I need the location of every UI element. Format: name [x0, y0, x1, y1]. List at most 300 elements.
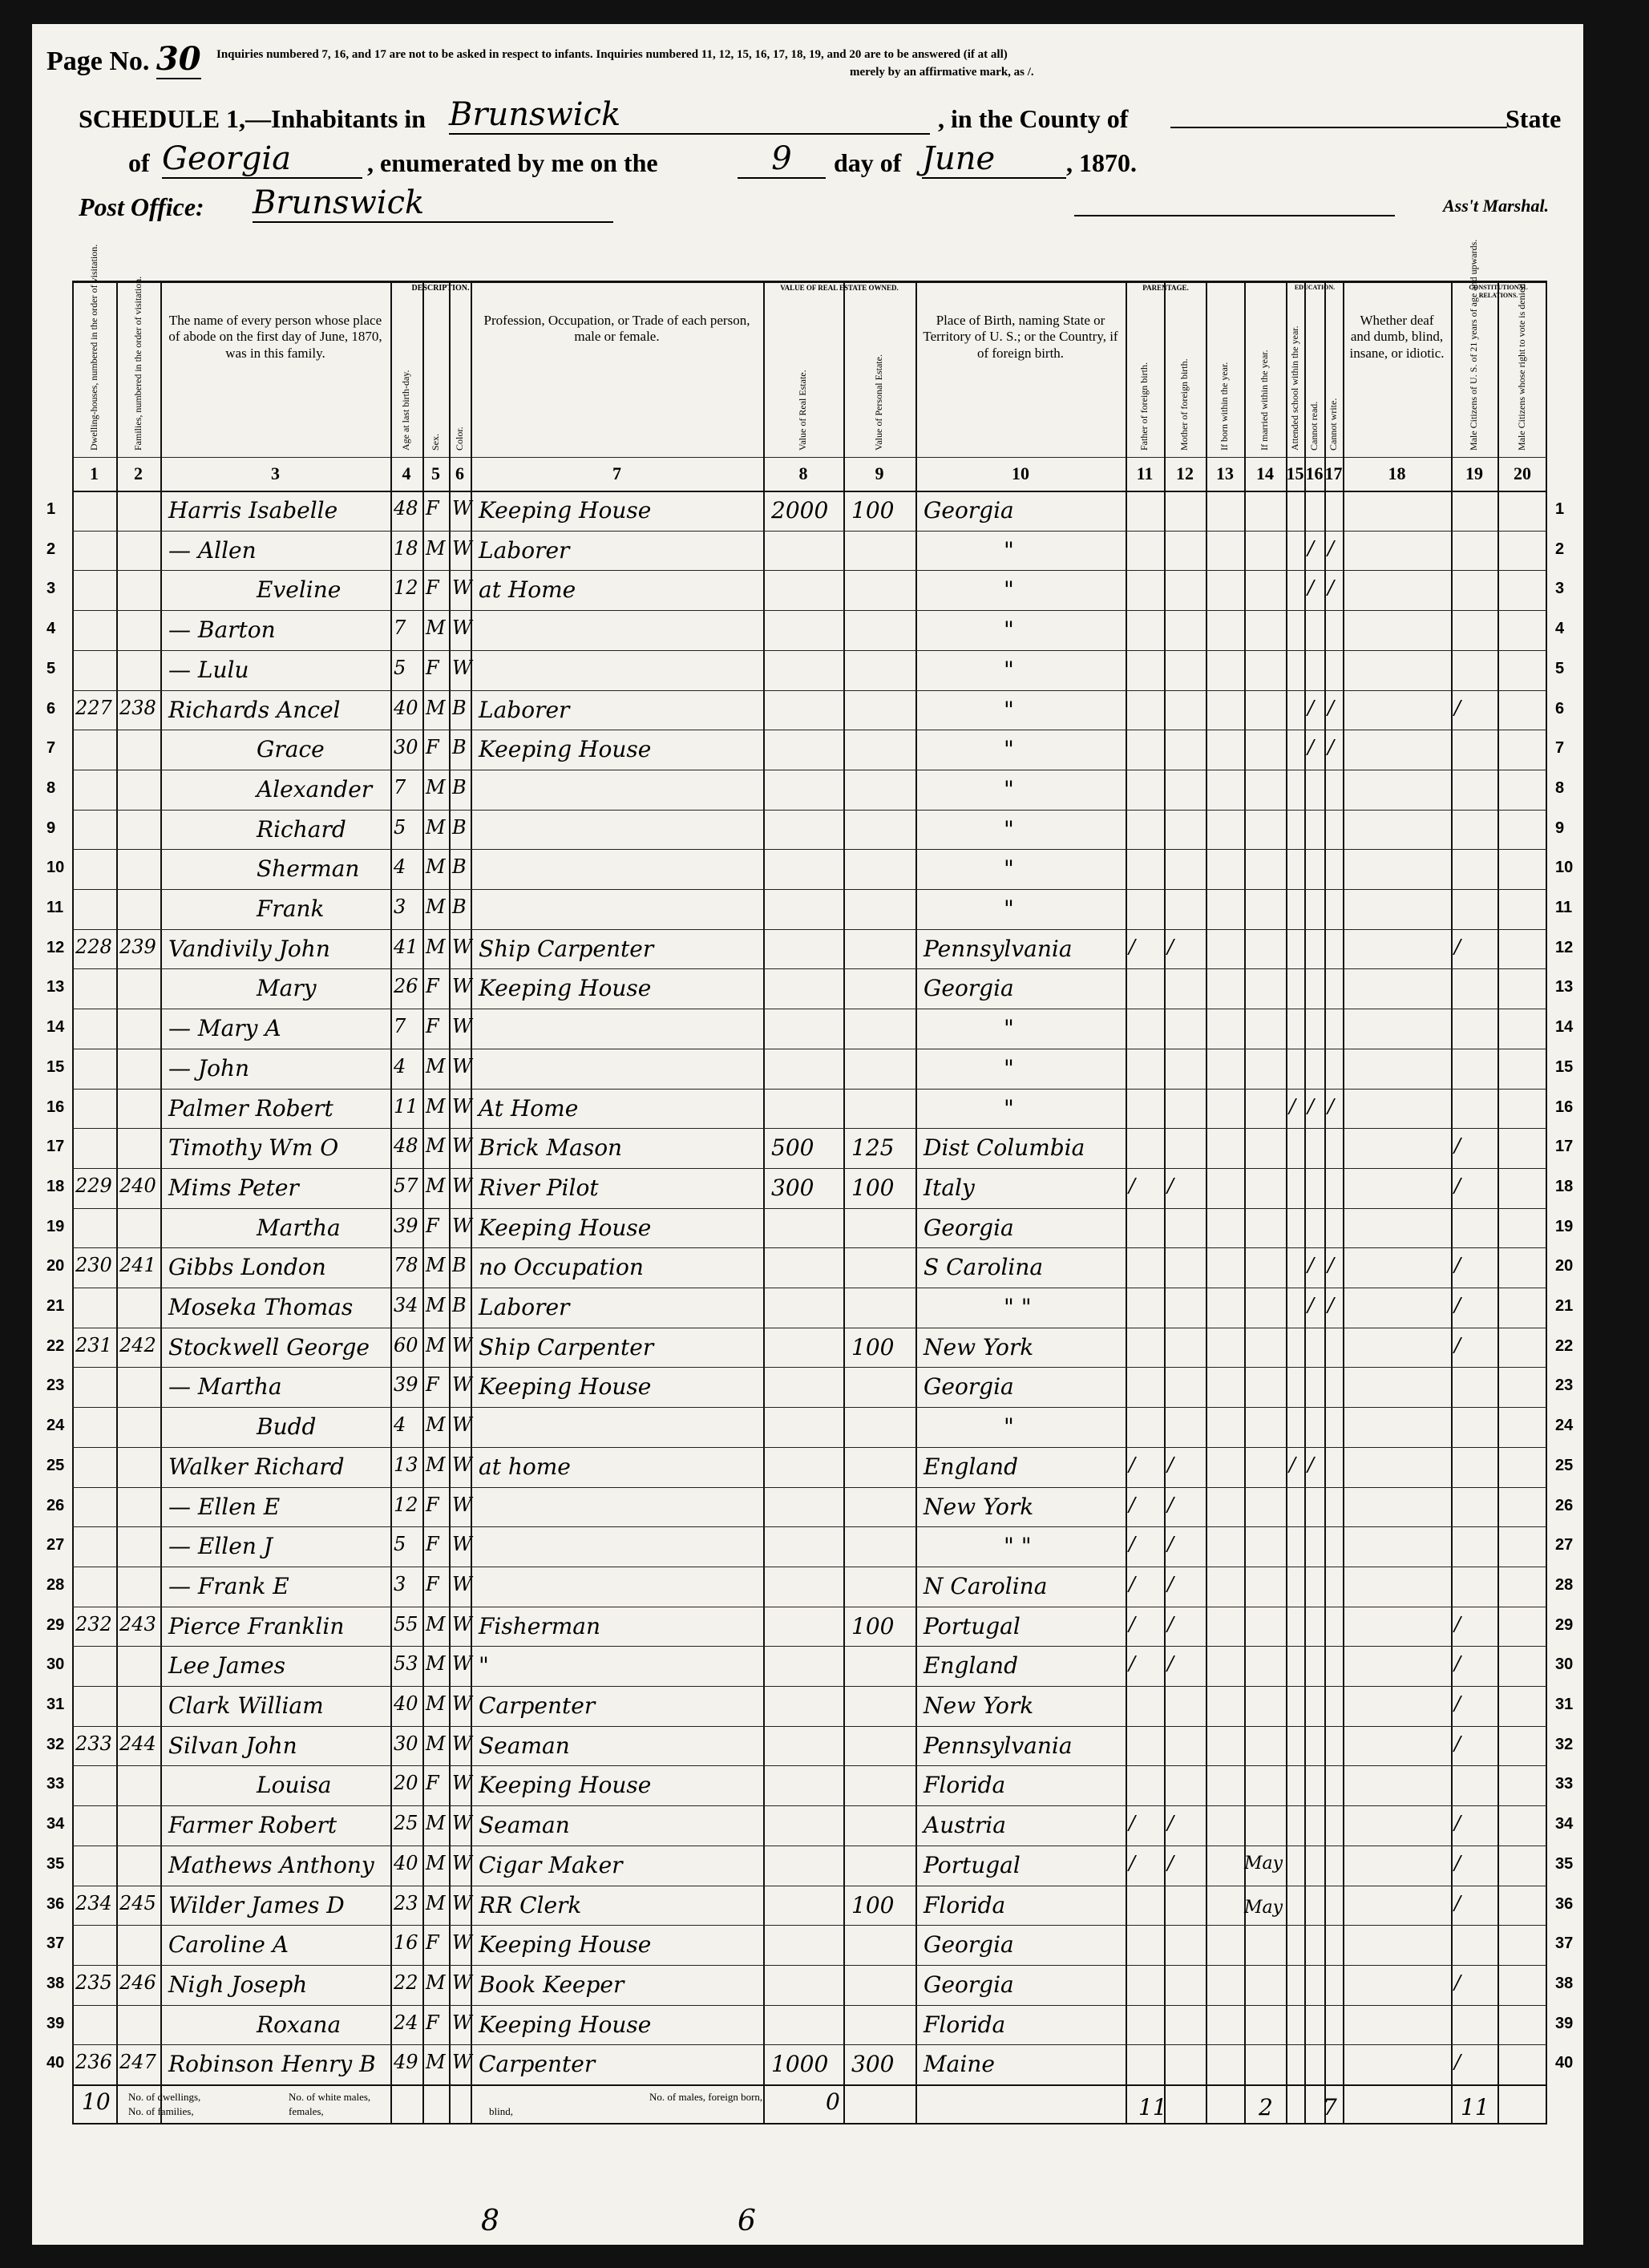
cell-age: 48 — [394, 1134, 418, 1158]
cell-name: — Ellen J — [168, 1533, 273, 1560]
cell-name: Wilder James D — [168, 1891, 345, 1918]
cell-color: W — [452, 1851, 472, 1874]
cell-name: Eveline — [257, 576, 342, 604]
row-number-left: 23 — [46, 1377, 65, 1395]
cell-age: 7 — [394, 617, 406, 640]
row-number-left: 16 — [46, 1098, 65, 1116]
cell-occ: River Pilot — [479, 1174, 599, 1201]
cell-birth: " — [1004, 855, 1014, 883]
cell-sex: F — [426, 497, 439, 519]
cell-dw: 227 — [75, 696, 112, 719]
cell-color: B — [452, 815, 467, 839]
row-number-left: 20 — [46, 1257, 65, 1275]
row-number-left: 27 — [46, 1536, 65, 1554]
cell-color: W — [452, 1054, 472, 1077]
footer-line-4: females, — [289, 2105, 324, 2117]
cell-birth: Italy — [924, 1174, 975, 1201]
row-number-left: 11 — [46, 899, 64, 916]
cell-dw: 231 — [75, 1333, 112, 1356]
cell-birth: Florida — [924, 2011, 1006, 2038]
row-number-right: 19 — [1555, 1217, 1574, 1235]
column-8 — [763, 281, 843, 2124]
cell-color: W — [452, 1373, 472, 1397]
cell-birth: New York — [924, 1333, 1034, 1360]
cell-birth: Georgia — [924, 1373, 1014, 1401]
cell-fam: 242 — [119, 1333, 156, 1356]
cell-occ: Keeping House — [479, 736, 652, 763]
cell-c11: / — [1129, 1572, 1136, 1595]
cell-color: W — [452, 1214, 472, 1237]
row-number-right: 25 — [1555, 1456, 1574, 1474]
cell-name: Martha — [257, 1214, 341, 1241]
row-number-left: 18 — [46, 1177, 65, 1195]
cell-c11: / — [1129, 1652, 1136, 1676]
cell-fam: 238 — [119, 696, 156, 719]
cell-color: B — [452, 696, 467, 719]
column-number-1: 1 — [90, 463, 99, 483]
column-number-15: 15 — [1286, 463, 1304, 483]
column-header-3: The name of every person whose place of abode on the first day of June, 1870, was in this family. — [168, 313, 382, 361]
cell-sex: F — [426, 1214, 439, 1237]
cell-fam: 241 — [119, 1254, 156, 1277]
cell-pers: 100 — [851, 1333, 895, 1360]
cell-dw: 233 — [75, 1732, 112, 1755]
row-number-right: 35 — [1555, 1854, 1574, 1873]
cell-fam: 239 — [119, 935, 156, 958]
row-number-left: 9 — [46, 819, 56, 837]
cell-color: W — [452, 1971, 472, 1994]
row-number-right: 38 — [1555, 1974, 1574, 1992]
cell-c17: / — [1328, 1254, 1335, 1277]
cell-birth: Georgia — [924, 975, 1014, 1002]
cell-color: W — [452, 1174, 472, 1197]
cell-birth: England — [924, 1652, 1019, 1680]
row-number-right: 26 — [1555, 1496, 1574, 1514]
cell-sex: M — [426, 1851, 446, 1874]
column-header-4: Age at last birth-day. — [400, 370, 411, 451]
cell-age: 25 — [394, 1812, 418, 1835]
cell-dw: 228 — [75, 935, 112, 958]
cell-color: W — [452, 2011, 472, 2034]
column-number-17: 17 — [1324, 463, 1343, 483]
column-header-12: Mother of foreign birth. — [1178, 358, 1190, 451]
column-header-7: Profession, Occupation, or Trade of each person, male or female. — [483, 313, 750, 345]
cell-occ: Ship Carpenter — [479, 935, 654, 962]
row-number-left: 12 — [46, 938, 65, 956]
cell-name: Harris Isabelle — [168, 497, 338, 524]
cell-birth: " — [1004, 1094, 1014, 1122]
cell-birth: Portugal — [924, 1851, 1021, 1878]
row-number-left: 35 — [46, 1854, 65, 1873]
row-number-left: 32 — [46, 1735, 65, 1753]
row-number-left: 19 — [46, 1217, 65, 1235]
enum-day: 9 — [738, 140, 826, 179]
cell-c19: / — [1454, 1174, 1461, 1197]
row-number-right: 14 — [1555, 1018, 1574, 1037]
cell-occ: at Home — [479, 576, 576, 604]
cell-sex: M — [426, 1453, 446, 1476]
cell-color: W — [452, 497, 472, 519]
column-header-16: Cannot read. — [1307, 401, 1320, 451]
column-header-19: Male Citizens of U. S. of 21 years of age and upwards. — [1468, 239, 1479, 451]
cell-name: Lee James — [168, 1652, 286, 1680]
cell-age: 13 — [394, 1453, 418, 1476]
cell-occ: Keeping House — [479, 1214, 652, 1241]
column-14 — [1244, 281, 1286, 2124]
column-1 — [72, 244, 116, 2124]
cell-age: 3 — [394, 895, 406, 918]
cell-birth: " — [1004, 656, 1014, 683]
cell-name: — Ellen E — [168, 1493, 281, 1520]
column-header-10: Place of Birth, naming State or Territory of U. S.; or the Country, if of foreign birth. — [923, 313, 1118, 361]
cell-sex: M — [426, 1254, 446, 1277]
column-number-3: 3 — [271, 463, 280, 483]
row-number-left: 25 — [46, 1456, 65, 1474]
column-header-14: If married within the year. — [1259, 350, 1270, 451]
cell-birth: " — [1004, 1054, 1014, 1081]
cell-age: 12 — [394, 576, 418, 600]
row-number-left: 22 — [46, 1336, 65, 1355]
cell-color: W — [452, 1812, 472, 1835]
column-number-9: 9 — [875, 463, 884, 483]
column-header-9: Value of Personal Estate. — [873, 354, 884, 451]
row-number-left: 10 — [46, 859, 65, 877]
cell-sex: M — [426, 895, 446, 918]
cell-dw: 232 — [75, 1612, 112, 1635]
cell-birth: New York — [924, 1692, 1034, 1719]
row-number-right: 34 — [1555, 1815, 1574, 1833]
enum-month: June — [922, 140, 1066, 179]
column-header-8: Value of Real Estate. — [797, 370, 808, 451]
cell-age: 49 — [394, 2051, 418, 2074]
row-number-right: 22 — [1555, 1336, 1574, 1355]
cell-occ: Laborer — [479, 536, 570, 564]
cell-name: — Allen — [168, 536, 257, 564]
column-number-19: 19 — [1465, 463, 1483, 483]
cell-sex: M — [426, 1652, 446, 1676]
cell-sex: M — [426, 1612, 446, 1635]
column-2 — [116, 276, 160, 2124]
cell-name: — Mary A — [168, 1015, 281, 1042]
cell-age: 12 — [394, 1493, 418, 1516]
cell-color: W — [452, 1572, 472, 1595]
cell-sex: M — [426, 1054, 446, 1077]
row-number-right: 6 — [1555, 699, 1565, 718]
cell-color: W — [452, 617, 472, 640]
cell-color: W — [452, 1333, 472, 1356]
cell-birth: Pennsylvania — [924, 1732, 1073, 1759]
column-header-11: Father of foreign birth. — [1138, 362, 1150, 451]
cell-pers: 100 — [851, 1891, 895, 1918]
cell-birth: S Carolina — [924, 1254, 1044, 1281]
cell-occ: no Occupation — [479, 1254, 644, 1281]
row-number-left: 30 — [46, 1656, 65, 1674]
cell-name: — Lulu — [168, 656, 249, 683]
column-header-1: Dwelling-houses, numbered in the order of visitation. — [87, 244, 99, 451]
cell-c16: / — [1307, 1254, 1315, 1277]
row-number-right: 15 — [1555, 1057, 1574, 1076]
cell-c12: / — [1167, 1572, 1174, 1595]
cell-age: 40 — [394, 1851, 418, 1874]
cell-age: 7 — [394, 775, 406, 798]
cell-name: Palmer Robert — [168, 1094, 333, 1122]
cell-birth: New York — [924, 1493, 1034, 1520]
cell-color: B — [452, 895, 467, 918]
cell-birth: Georgia — [924, 1931, 1014, 1959]
row-number-right: 17 — [1555, 1138, 1574, 1156]
cell-color: W — [452, 1891, 472, 1914]
cell-age: 55 — [394, 1612, 418, 1635]
cell-occ: Carpenter — [479, 2051, 596, 2078]
cell-occ: " — [479, 1652, 489, 1680]
cell-c16: / — [1307, 576, 1315, 600]
cell-color: W — [452, 1413, 472, 1437]
cell-name: Mims Peter — [168, 1174, 299, 1201]
cell-fam: 240 — [119, 1174, 156, 1197]
cell-c17: / — [1328, 736, 1335, 759]
cell-occ: Keeping House — [479, 1373, 652, 1401]
cell-c12: / — [1167, 1851, 1174, 1874]
cell-sex: M — [426, 1413, 446, 1437]
cell-sex: M — [426, 855, 446, 879]
cell-name: Richard — [257, 815, 346, 843]
column-number-13: 13 — [1216, 463, 1234, 483]
group-parentage: PARENTAGE. — [1142, 284, 1189, 292]
cell-c12: / — [1167, 1812, 1174, 1835]
cell-c15: / — [1289, 1094, 1296, 1118]
cell-name: Grace — [257, 736, 325, 763]
cell-age: 48 — [394, 497, 418, 519]
cell-name: Farmer Robert — [168, 1812, 337, 1839]
cell-age: 11 — [394, 1094, 418, 1118]
cell-sex: M — [426, 2051, 446, 2074]
state-label: State — [1506, 104, 1562, 133]
of-label: of — [128, 148, 150, 177]
group-education: EDUCATION. — [1294, 284, 1336, 291]
cell-sex: F — [426, 1572, 439, 1595]
cell-birth: Dist Columbia — [924, 1134, 1085, 1162]
column-number-18: 18 — [1388, 463, 1406, 483]
cell-birth: " — [1004, 576, 1014, 604]
row-number-right: 16 — [1555, 1098, 1574, 1116]
cell-c16: / — [1307, 736, 1315, 759]
cell-name: Richards Ancel — [168, 696, 341, 723]
row-number-left: 37 — [46, 1934, 65, 1953]
row-number-right: 8 — [1555, 778, 1565, 797]
cell-age: 53 — [394, 1652, 418, 1676]
cell-pers: 100 — [851, 1612, 895, 1639]
cell-c16: / — [1307, 696, 1315, 719]
cell-c19: / — [1454, 1294, 1461, 1316]
row-number-left: 28 — [46, 1575, 65, 1594]
row-number-left: 39 — [46, 2014, 65, 2032]
cell-c17: / — [1328, 1294, 1335, 1316]
cell-birth: N Carolina — [924, 1572, 1048, 1599]
cell-age: 4 — [394, 1054, 406, 1077]
cell-occ: Laborer — [479, 1294, 570, 1320]
cell-sex: M — [426, 815, 446, 839]
page-number: 30 — [156, 40, 201, 78]
row-number-left: 15 — [46, 1057, 65, 1076]
cell-occ: Keeping House — [479, 497, 652, 524]
footer-dwellings: 10 — [82, 2088, 111, 2115]
cell-name: Clark William — [168, 1692, 324, 1719]
cell-birth: " — [1004, 775, 1014, 802]
cell-age: 34 — [394, 1294, 418, 1316]
column-number-14: 14 — [1256, 463, 1274, 483]
column-number-8: 8 — [798, 463, 808, 483]
cell-birth: " — [1004, 1015, 1014, 1042]
cell-occ: Laborer — [479, 696, 570, 723]
schedule-label: SCHEDULE 1,—Inhabitants in — [79, 104, 426, 133]
footer-tally-14: 2 — [1259, 2094, 1273, 2120]
cell-name: Vandivily John — [168, 935, 330, 962]
cell-c19: / — [1454, 1812, 1461, 1835]
row-number-left: 29 — [46, 1615, 65, 1634]
row-number-right: 7 — [1555, 739, 1565, 758]
married-mark-37: May — [1244, 1898, 1283, 1918]
county-label: , in the County of — [938, 104, 1129, 133]
cell-age: 30 — [394, 1732, 418, 1755]
cell-age: 78 — [394, 1254, 418, 1277]
row-number-left: 31 — [46, 1696, 65, 1713]
cell-c12: / — [1167, 1493, 1174, 1516]
column-9 — [843, 281, 915, 2124]
cell-age: 30 — [394, 736, 418, 759]
cell-birth: " — [1004, 696, 1014, 723]
row-number-right: 37 — [1555, 1934, 1574, 1953]
cell-color: W — [452, 656, 472, 679]
cell-age: 24 — [394, 2011, 418, 2034]
cell-c12: / — [1167, 1174, 1174, 1197]
footer-line-2: No. of families, — [128, 2105, 194, 2117]
cell-color: W — [452, 1692, 472, 1715]
cell-color: B — [452, 855, 467, 879]
row-number-left: 33 — [46, 1775, 65, 1793]
row-number-right: 5 — [1555, 659, 1565, 677]
cell-c11: / — [1129, 1812, 1136, 1835]
cell-c19: / — [1454, 1891, 1461, 1914]
cell-dw: 235 — [75, 1971, 112, 1994]
cell-c12: / — [1167, 1612, 1174, 1635]
row-number-left: 34 — [46, 1815, 65, 1833]
cell-age: 5 — [394, 656, 406, 679]
cell-age: 40 — [394, 696, 418, 719]
cell-pers: 300 — [851, 2051, 895, 2078]
cell-dw: 230 — [75, 1254, 112, 1277]
cell-c15: / — [1289, 1453, 1296, 1476]
column-header-13: If born within the year. — [1219, 362, 1230, 451]
cell-color: W — [452, 1772, 472, 1795]
cell-age: 39 — [394, 1373, 418, 1397]
cell-c16: / — [1307, 1294, 1315, 1316]
cell-occ: Keeping House — [479, 975, 652, 1002]
cell-birth: Maine — [924, 2051, 995, 2078]
cell-real: 2000 — [771, 497, 829, 524]
cell-color: W — [452, 1652, 472, 1676]
column-header-20: Male Citizens whose right to vote is denied. — [1516, 281, 1527, 451]
cell-c11: / — [1129, 1851, 1136, 1874]
cell-name: Stockwell George — [168, 1333, 370, 1360]
cell-birth: " — [1004, 815, 1014, 843]
cell-age: 40 — [394, 1692, 418, 1715]
cell-occ: Cigar Maker — [479, 1851, 623, 1878]
column-number-10: 10 — [1012, 463, 1029, 483]
cell-occ: Fisherman — [479, 1612, 601, 1639]
cell-age: 60 — [394, 1333, 418, 1356]
group-value: VALUE OF REAL ESTATE OWNED. — [780, 284, 899, 292]
cell-real: 300 — [771, 1174, 814, 1201]
cell-color: W — [452, 1015, 472, 1038]
cell-sex: M — [426, 696, 446, 719]
row-number-left: 24 — [46, 1417, 65, 1435]
cell-age: 16 — [394, 1931, 418, 1955]
cell-name: — John — [168, 1054, 250, 1081]
cell-name: Pierce Franklin — [168, 1612, 345, 1639]
cell-age: 26 — [394, 975, 418, 998]
cell-fam: 247 — [119, 2051, 156, 2074]
column-13 — [1206, 281, 1244, 2124]
cell-occ: Keeping House — [479, 1772, 652, 1799]
cell-occ: Seaman — [479, 1732, 570, 1759]
cell-pers: 125 — [851, 1134, 895, 1162]
row-number-right: 23 — [1555, 1377, 1574, 1395]
column-15 — [1286, 281, 1304, 2124]
cell-color: W — [452, 1134, 472, 1158]
marshal-label: Ass't Marshal. — [1443, 196, 1550, 216]
cell-c16: / — [1307, 536, 1315, 560]
row-number-left: 26 — [46, 1496, 65, 1514]
column-header-5: Sex. — [429, 434, 441, 451]
cell-c11: / — [1129, 1493, 1136, 1516]
row-number-right: 30 — [1555, 1656, 1574, 1674]
cell-sex: F — [426, 1015, 439, 1038]
cell-name: Timothy Wm O — [168, 1134, 339, 1162]
cell-sex: M — [426, 1971, 446, 1994]
cell-c19: / — [1454, 2051, 1461, 2074]
cell-occ: Seaman — [479, 1812, 570, 1839]
cell-birth: Florida — [924, 1891, 1006, 1918]
row-number-left: 1 — [46, 500, 56, 518]
cell-age: 57 — [394, 1174, 418, 1197]
column-header-18: Whether deaf and dumb, blind, insane, or idiotic. — [1349, 313, 1445, 361]
cell-c19: / — [1454, 1971, 1461, 1994]
cell-birth: Georgia — [924, 497, 1014, 524]
row-number-left: 3 — [46, 580, 56, 598]
cell-birth: Austria — [924, 1812, 1006, 1839]
cell-c17: / — [1328, 696, 1335, 719]
footer-tally-11: 11 — [1138, 2094, 1167, 2120]
row-number-left: 38 — [46, 1974, 65, 1992]
cell-name: Mathews Anthony — [168, 1851, 374, 1878]
footer-line-3: No. of white males, — [289, 2091, 371, 2103]
cell-color: B — [452, 1294, 467, 1316]
inquiry-note: Inquiries numbered 7, 16, and 17 are not to be asked in respect to infants. Inquiries numbered 11, 12, 15, 16, 17, 18, 19, and 20 are to be answered (if at all) — [216, 48, 1008, 61]
row-number-left: 36 — [46, 1894, 65, 1913]
cell-birth: " — [1004, 895, 1014, 922]
post-office-label: Post Office: — [79, 192, 204, 221]
cell-birth: " — [1004, 617, 1014, 644]
row-number-right: 2 — [1555, 540, 1565, 558]
cell-name: — Martha — [168, 1373, 282, 1401]
row-number-left: 13 — [46, 978, 65, 997]
row-number-left: 5 — [46, 659, 56, 677]
cell-sex: F — [426, 975, 439, 998]
cell-occ: At Home — [479, 1094, 579, 1122]
cell-dw: 234 — [75, 1891, 112, 1914]
marshal-signature-line — [1074, 215, 1395, 216]
row-number-left: 17 — [46, 1138, 65, 1156]
